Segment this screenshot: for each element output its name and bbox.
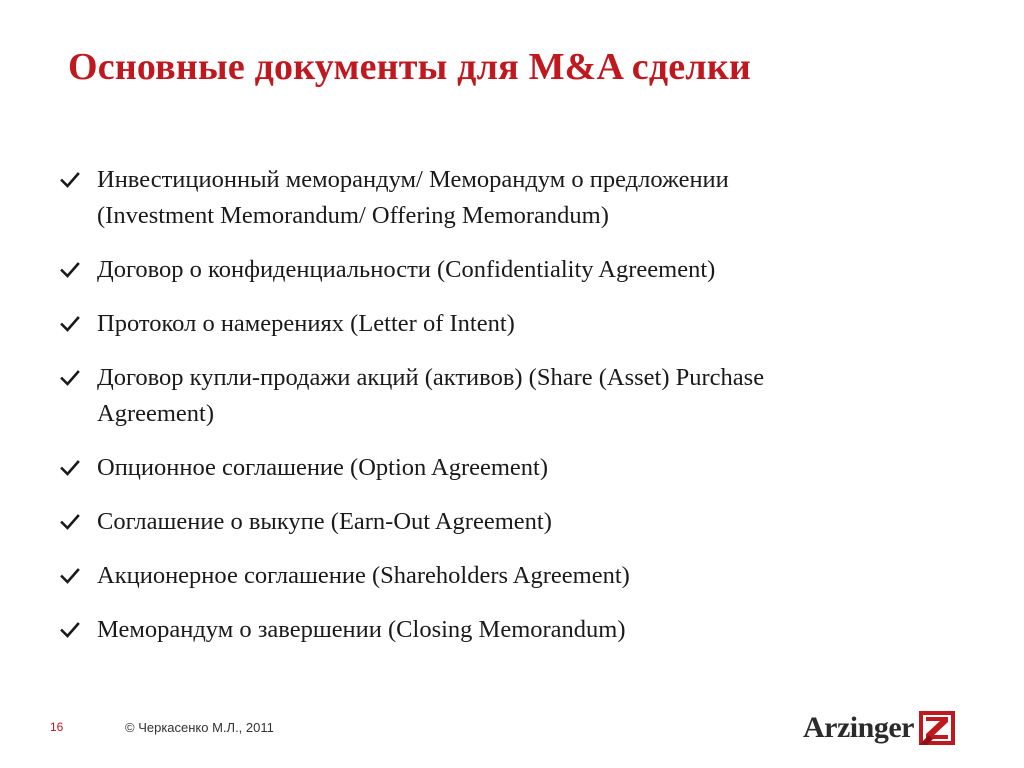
list-item: [60, 504, 980, 540]
checkmark-icon: [60, 459, 80, 477]
bullet-text: Договор купли-продажи акций (активов) (Share (Asset) Purchase: [97, 364, 765, 391]
checkmark-icon: [60, 261, 80, 279]
slide-title: Основные документы для M&A сделки: [68, 46, 752, 88]
bullet-text-continued: Agreement): [97, 400, 214, 427]
list-item: [60, 612, 980, 648]
checkmark-icon: [60, 513, 80, 531]
bullet-list: [60, 162, 980, 666]
bullet-text-continued: (Investment Memorandum/ Offering Memorandum): [97, 202, 609, 229]
page-number: 16: [50, 720, 64, 734]
checkmark-icon: [60, 171, 80, 189]
checkmark-icon: [60, 621, 80, 639]
list-item: [60, 252, 980, 288]
bullet-text: Акционерное соглашение (Shareholders Agreement): [97, 562, 630, 589]
bullet-text: Протокол о намерениях (Letter of Intent): [97, 310, 515, 337]
bullet-text: Договор о конфиденциальности (Confidentiality Agreement): [97, 256, 716, 283]
checkmark-icon: [60, 315, 80, 333]
bullet-text: Соглашение о выкупе (Earn-Out Agreement): [97, 508, 552, 535]
logo-text: Arzinger: [803, 711, 914, 744]
arzinger-logo: [803, 708, 955, 748]
bullet-text: Опционное соглашение (Option Agreement): [97, 454, 549, 481]
list-item: [60, 162, 980, 234]
list-item: [60, 306, 980, 342]
list-item: [60, 558, 980, 594]
list-item: [60, 450, 980, 486]
bullet-text: Меморандум о завершении (Closing Memorandum): [97, 616, 626, 643]
list-item: [60, 360, 980, 432]
checkmark-icon: [60, 567, 80, 585]
bullet-text: Инвестиционный меморандум/ Меморандум о предложении: [97, 166, 729, 193]
checkmark-icon: [60, 369, 80, 387]
arzinger-logo-mark-icon: [919, 711, 955, 745]
copyright-text: © Черкасенко М.Л., 2011: [125, 720, 274, 735]
